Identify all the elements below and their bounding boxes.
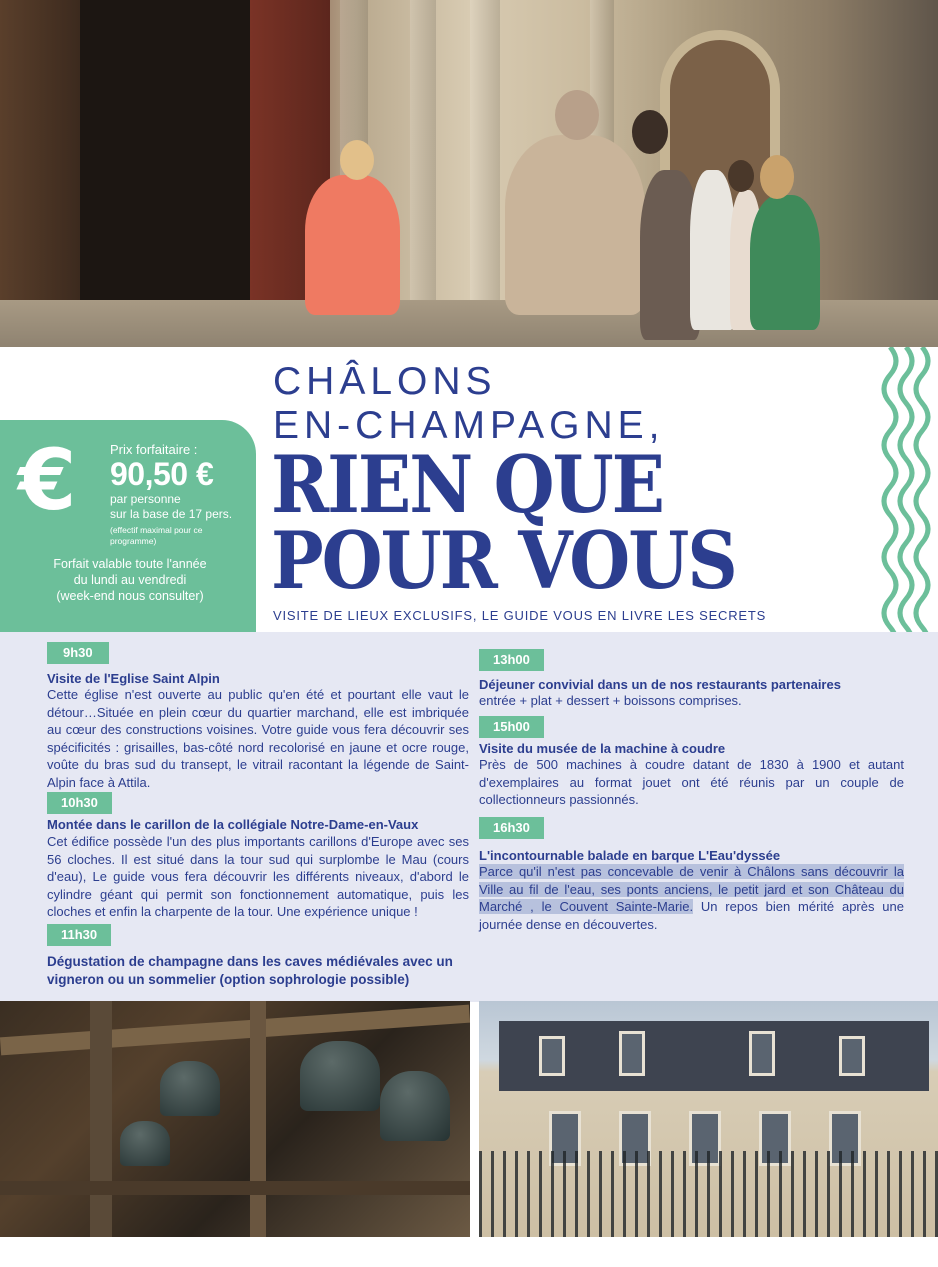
- visitor-head: [555, 90, 599, 140]
- price-group-size: sur la base de 17 pers.: [110, 507, 233, 521]
- price-label: Prix forfaitaire :: [110, 442, 198, 457]
- dormer-window: [539, 1036, 565, 1076]
- wooden-door: [0, 0, 80, 347]
- hero-photo: [0, 0, 938, 347]
- wooden-beam: [250, 1001, 266, 1237]
- price-per-person: par personne: [110, 492, 181, 506]
- euro-icon: €: [18, 431, 77, 529]
- price-box: [0, 420, 256, 632]
- carillon-bells-photo: [0, 1001, 470, 1237]
- step-title: L'incontournable balade en barque L'Eau'dyssée: [479, 848, 781, 863]
- church-entrance: [80, 0, 250, 347]
- step-title: Montée dans le carillon de la collégiale Notre-Dame-en-Vaux: [47, 817, 419, 832]
- dormer-window: [839, 1036, 865, 1076]
- time-tag: 16h30: [479, 817, 544, 839]
- time-tag: 15h00: [479, 716, 544, 738]
- chateau-du-marche-photo: [479, 1001, 938, 1237]
- price-basis: [110, 492, 250, 522]
- price-validity: [20, 556, 240, 604]
- guide-figure: [305, 175, 400, 315]
- step-title: Visite du musée de la machine à coudre: [479, 741, 726, 756]
- title-line-pour-vous: POUR VOUS: [271, 514, 736, 608]
- stone-column: [470, 0, 500, 347]
- iron-fence: [479, 1151, 938, 1237]
- dormer-window: [619, 1031, 645, 1076]
- step-title: Déjeuner convivial dans un de nos restaurants partenaires: [479, 677, 841, 692]
- step-title: Visite de l'Eglise Saint Alpin: [47, 671, 220, 686]
- price-amount: 90,50 €: [110, 456, 214, 492]
- stone-column: [410, 0, 436, 347]
- visitor-head: [760, 155, 794, 199]
- price-note: (effectif maximal pour ce programme): [110, 525, 203, 546]
- step-description: Près de 500 machines à coudre datant de 1830 à 1900 et autant d'exemplaires au format jouet ont été réunis par un couple de collectionneurs passionnés.: [479, 757, 904, 808]
- validity-line: (week-end nous consulter): [56, 589, 204, 603]
- guide-head: [340, 140, 374, 180]
- title-line-rien-que: RIEN QUE: [271, 438, 664, 532]
- visitor-figure: [505, 135, 645, 315]
- bell: [300, 1041, 380, 1111]
- wave-decoration: [880, 347, 938, 632]
- step-description: [479, 863, 904, 933]
- selected-text[interactable]: Parce qu'il n'est pas concevable de venir à Châlons sans découvrir la Ville au fil de l'eau, ses ponts anciens, le petit jard et son Château du Marché , le Couvent Sainte-Marie.: [479, 864, 904, 915]
- wooden-beam: [0, 1181, 470, 1195]
- dormer-window: [749, 1031, 775, 1076]
- step-description: Cet édifice possède l'un des plus importants carillons d'Europe avec ses 56 cloches. Il est situé dans la tour sud qui surplombe le Mau (cours d'eau), Le guide vous fera découvrir les différents niveaux, d'abord le cylindre géant qui permit son fonctionnement automatique, puis les cloches et enfin la charpente de la tour. Une expérience unique !: [47, 834, 469, 920]
- wooden-beam: [0, 1005, 470, 1056]
- visitor-head: [632, 110, 668, 154]
- step-description: Cette église n'est ouverte au public qu'en été et pourtant elle vaut le détour…Située en plein cœur du quartier marchand, elle est imbriquée au cœur des constructions voisines. Votre guide vous fera découvrir ses spécificités : grisailles, bas-côté nord recolorisé en jaune et ocre rouge, voûte du bras sud du transept, le vitrail racontant la légende de Saint-Alpin face à Attila.: [47, 687, 469, 790]
- step-title: Dégustation de champagne dans les caves médiévales avec un vigneron ou un sommelier (option sophrologie possible): [47, 954, 453, 987]
- visitor-figure: [750, 195, 820, 330]
- bell: [160, 1061, 220, 1116]
- wooden-beam: [90, 1001, 112, 1237]
- time-tag: 10h30: [47, 792, 112, 814]
- time-tag: 9h30: [47, 642, 109, 664]
- title-line-chalons: CHÂLONS: [273, 360, 497, 403]
- page-subtitle: VISITE DE LIEUX EXCLUSIFS, LE GUIDE VOUS EN LIVRE LES SECRETS: [273, 608, 767, 623]
- visitor-head: [728, 160, 754, 192]
- time-tag: 11h30: [47, 924, 111, 946]
- visitor-figure: [690, 170, 735, 330]
- step-description-rest: Un repos bien mérité après une journée dense en découvertes.: [479, 899, 904, 932]
- bell: [120, 1121, 170, 1166]
- validity-line: du lundi au vendredi: [73, 573, 187, 587]
- time-tag: 13h00: [479, 649, 544, 671]
- step-description: entrée + plat + dessert + boissons comprises.: [479, 693, 742, 708]
- bell: [380, 1071, 450, 1141]
- validity-line: Forfait valable toute l'année: [53, 557, 207, 571]
- title-line-en-champagne: EN-CHAMPAGNE,: [273, 404, 665, 447]
